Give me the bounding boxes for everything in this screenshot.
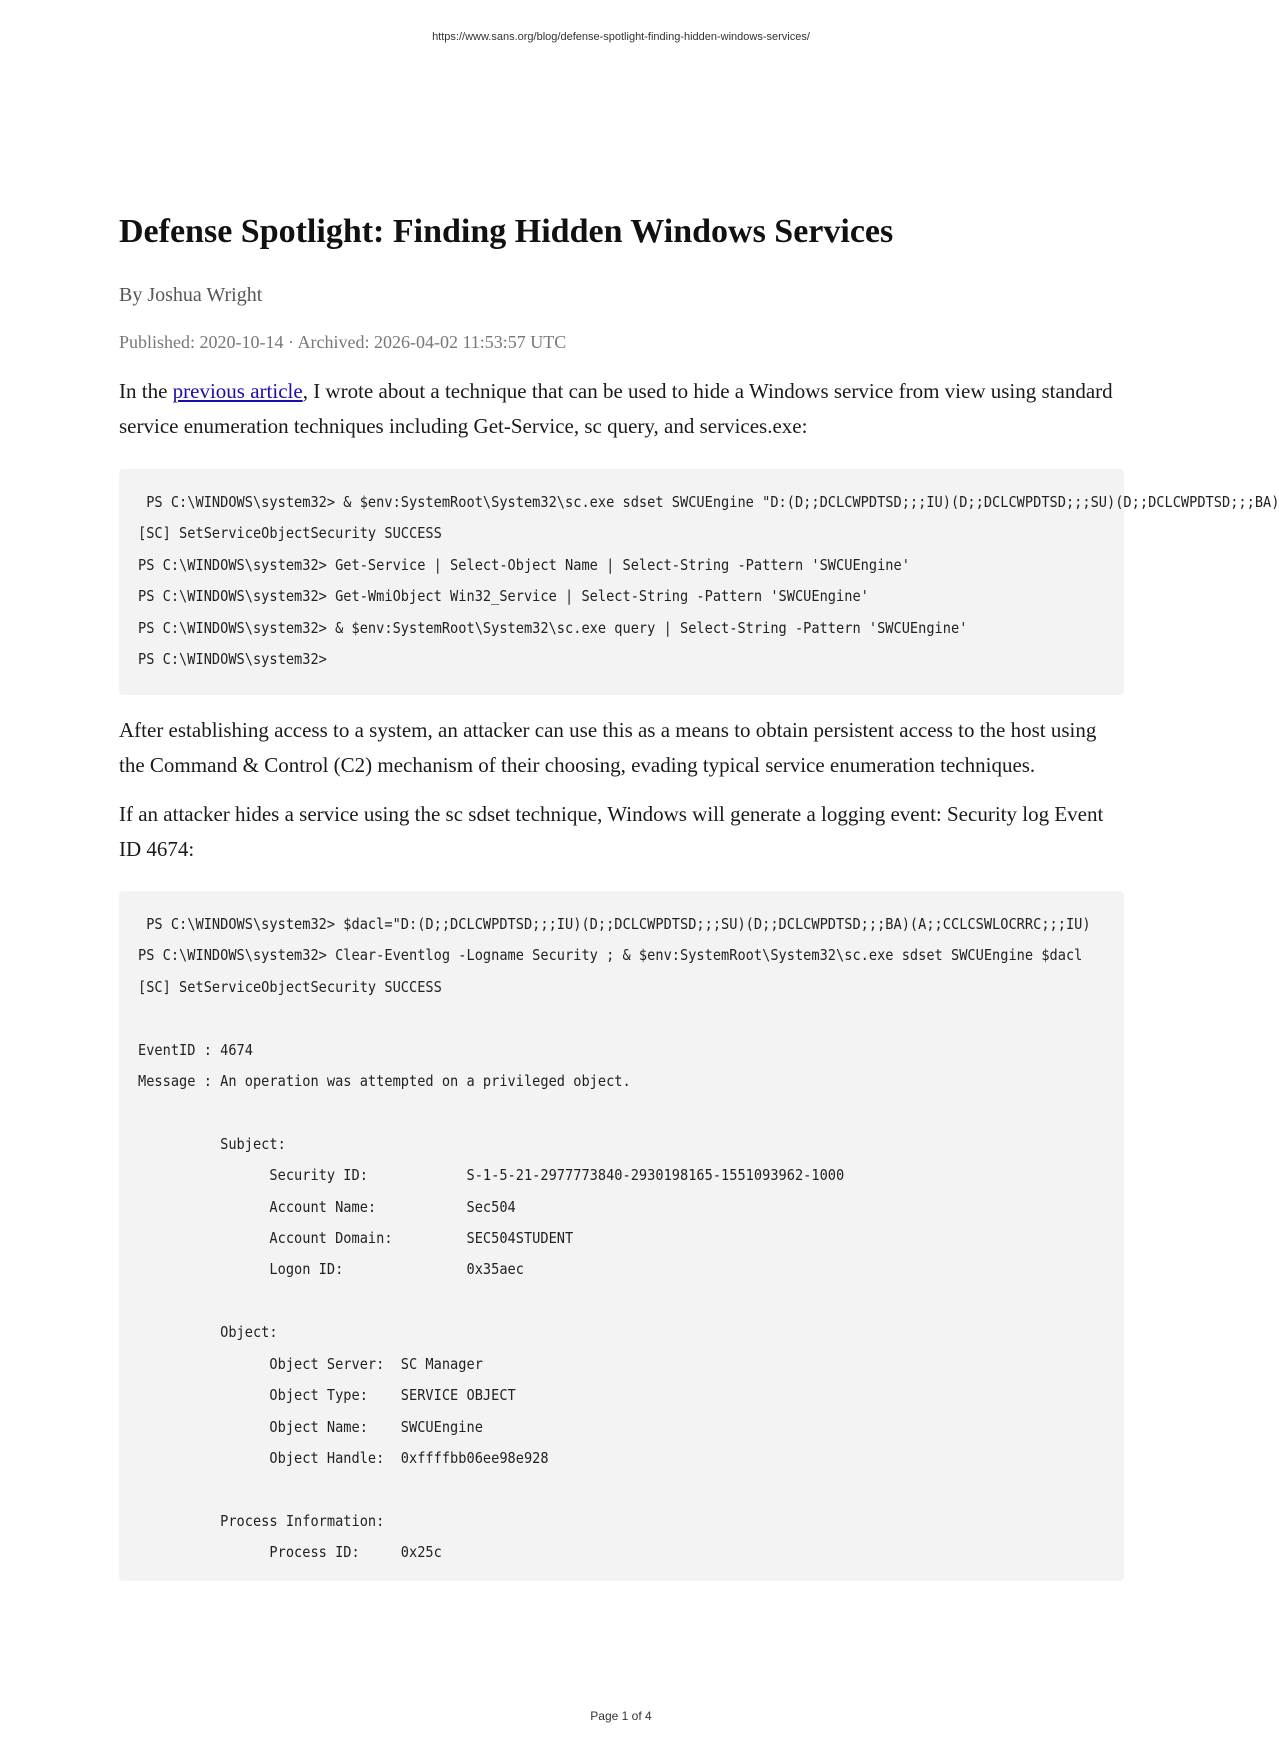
page-number: Page 1 of 4 xyxy=(590,1709,652,1723)
code-block-event-log-text: PS C:\WINDOWS\system32> $dacl="D:(D;;DCLCWPDTSD;;;IU)(D;;DCLCWPDTSD;;;SU)(D;;DCLCWPDTSD;;;BA)(A;;CCLCSWLOCRRC;;;IU) PS C:\WINDOWS\system32> Clear-Eventlog -Logname Security ; & $env:SystemRoot\System32\sc.exe sdset SWCUEngine $dacl [SC] SetServiceObjectSecurity SUCCESS EventID : 4674 Message : An operation was attempted on a privileged object. Subject: Security ID: S-1-5-21-2977773840-2930198165-1551093962-1000 Account Name: Sec504 Account Domain: SEC504STUDENT Logon ID: 0x35aec Object: Object Server: SC Manager Object Type: SERVICE OBJECT Object Name: SWCUEngine Object Handle: 0xffffbb06ee98e928 Process Information: Process ID: 0x25c xyxy=(138,915,1091,1562)
article-byline: By Joshua Wright xyxy=(119,284,263,306)
paragraph-persistence: After establishing access to a system, an attacker can use this as a means to obtain persistent access to the host using the Command & Control (C2) mechanism of their choosing, evading typical service enumeration techniques. xyxy=(119,718,1097,777)
paragraph-intro-text-after: , I wrote about a technique that can be used to hide a Windows service from view using standard service enumeration techniques including Get-Service, sc query, and services.exe: xyxy=(119,379,1113,438)
paragraph-event-id: If an attacker hides a service using the sc sdset technique, Windows will generate a logging event: Security log Event ID 4674: xyxy=(119,802,1104,861)
paragraph-intro xyxy=(119,374,1124,444)
article-publish-date: Published: 2020-10-14 · Archived: 2026-04-02 11:53:57 UTC xyxy=(119,332,567,352)
code-block-hide-service xyxy=(119,469,1279,695)
article xyxy=(119,210,1279,1581)
article-title: Defense Spotlight: Finding Hidden Windows Services xyxy=(119,213,894,250)
page-url-header: https://www.sans.org/blog/defense-spotlight-finding-hidden-windows-services/ xyxy=(432,31,810,43)
code-block-event-log xyxy=(119,891,1124,1581)
code-block-hide-service-text: PS C:\WINDOWS\system32> & $env:SystemRoot\System32\sc.exe sdset SWCUEngine "D:(D;;DCLCWPDTSD;;;IU)(D;;DCLCWPDTSD;;;SU)(D;;DCLCWPDTSD;;;BA) [SC] SetServiceObjectSecurity SUCCESS PS C:\WINDOWS\system32> Get-Service | Select-Object Name | Select-String -Pattern 'SWCUEngine' PS C:\WINDOWS\system32> Get-WmiObject Win32_Service | Select-String -Pattern 'SWCUEngine' PS C:\WINDOWS\system32> & $env:SystemRoot\System32\sc.exe query | Select-String -Pattern 'SWCUEngine' PS C:\WINDOWS\system32> xyxy=(138,493,1279,669)
paragraph-intro-text-before: In the xyxy=(119,379,173,403)
previous-article-link[interactable]: previous article xyxy=(172,379,303,403)
